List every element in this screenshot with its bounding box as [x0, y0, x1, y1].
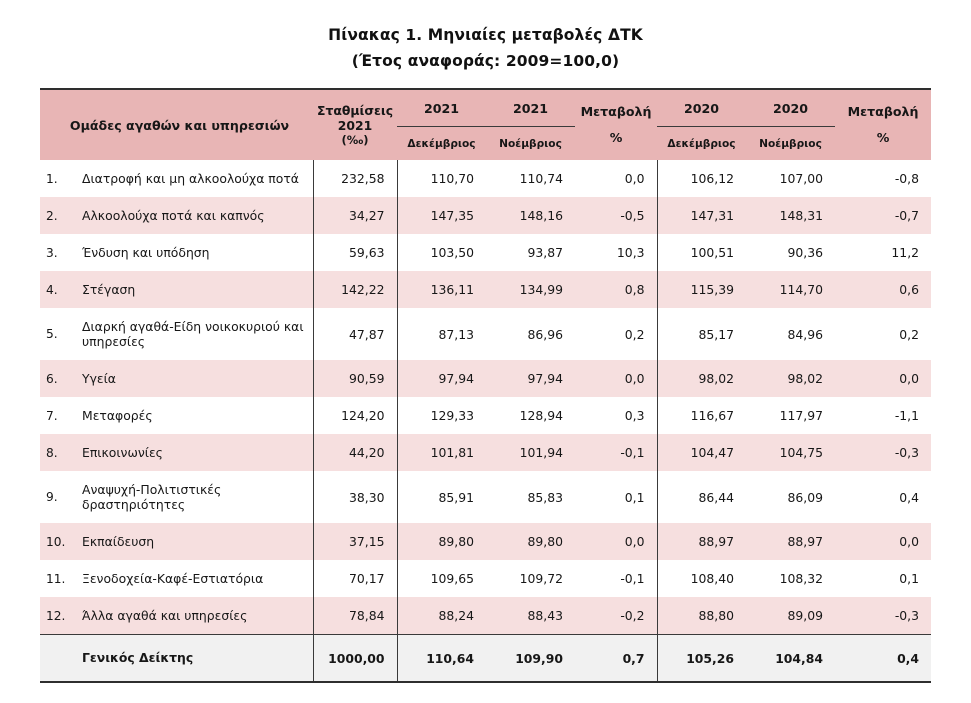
cell-nov-2020: 108,32: [746, 560, 835, 597]
row-label: Επικοινωνίες: [74, 434, 313, 471]
table-row: [40, 234, 931, 271]
cell-dec-2020: 115,39: [657, 271, 746, 308]
row-label: Υγεία: [74, 360, 313, 397]
cell-weight: 47,87: [313, 308, 397, 360]
table-row: [40, 434, 931, 471]
cell-weight: 59,63: [313, 234, 397, 271]
table-body: [40, 160, 931, 681]
row-index: 9.: [40, 471, 74, 523]
row-label: Ξενοδοχεία-Καφέ-Εστιατόρια: [74, 560, 313, 597]
header-dec-2021: [397, 89, 486, 160]
cell-nov-2021: 89,80: [486, 523, 575, 560]
cell-dec-2020: 147,31: [657, 197, 746, 234]
cell-dec-2021: 136,11: [397, 271, 486, 308]
cell-nov-2020: 114,70: [746, 271, 835, 308]
header-dec-2021-year: 2021: [423, 100, 460, 116]
cell-change-2020: -0,8: [835, 160, 931, 197]
table-row: [40, 308, 931, 360]
cell-change-2021: 10,3: [575, 234, 657, 271]
cell-weight: 38,30: [313, 471, 397, 523]
cell-dec-2021: 147,35: [397, 197, 486, 234]
cell-change-2020: 0,6: [835, 271, 931, 308]
cell-nov-2021: 109,72: [486, 560, 575, 597]
cell-nov-2020: 89,09: [746, 597, 835, 635]
table-container: [40, 88, 931, 681]
cell-nov-2021: 148,16: [486, 197, 575, 234]
total-label: Γενικός Δείκτης: [74, 635, 313, 682]
table-row: [40, 360, 931, 397]
header-nov-2020-year: 2020: [772, 100, 809, 116]
cell-change-2021: -0,1: [575, 560, 657, 597]
row-label: Άλλα αγαθά και υπηρεσίες: [74, 597, 313, 635]
cell-weight: 70,17: [313, 560, 397, 597]
row-label: Διατροφή και μη αλκοολούχα ποτά: [74, 160, 313, 197]
cell-dec-2021: 89,80: [397, 523, 486, 560]
cell-weight: 44,20: [313, 434, 397, 471]
cell-dec-2020: 85,17: [657, 308, 746, 360]
row-index: 8.: [40, 434, 74, 471]
total-nov-2021: 109,90: [486, 635, 575, 682]
row-index: 11.: [40, 560, 74, 597]
cell-change-2020: 0,0: [835, 360, 931, 397]
header-nov-2021-year: 2021: [512, 100, 549, 116]
header-dec-2021-month: Δεκέμβριος: [397, 126, 486, 160]
row-index: 2.: [40, 197, 74, 234]
row-index: 1.: [40, 160, 74, 197]
row-index: 7.: [40, 397, 74, 434]
cell-dec-2021: 129,33: [397, 397, 486, 434]
cell-weight: 78,84: [313, 597, 397, 635]
cell-change-2021: 0,2: [575, 308, 657, 360]
cell-weight: 124,20: [313, 397, 397, 434]
cell-change-2020: 11,2: [835, 234, 931, 271]
cell-nov-2021: 97,94: [486, 360, 575, 397]
row-label: Διαρκή αγαθά-Είδη νοικοκυριού και υπηρεσίες: [74, 308, 313, 360]
cell-change-2021: 0,1: [575, 471, 657, 523]
title-line-1: Πίνακας 1. Μηνιαίες μεταβολές ΔΤΚ: [328, 26, 643, 44]
cell-change-2021: 0,0: [575, 523, 657, 560]
cell-change-2020: 0,0: [835, 523, 931, 560]
cell-change-2021: -0,5: [575, 197, 657, 234]
cell-nov-2021: 128,94: [486, 397, 575, 434]
cell-nov-2020: 104,75: [746, 434, 835, 471]
cell-dec-2021: 109,65: [397, 560, 486, 597]
cell-dec-2021: 88,24: [397, 597, 486, 635]
cell-change-2021: 0,0: [575, 360, 657, 397]
cell-weight: 232,58: [313, 160, 397, 197]
total-nov-2020: 104,84: [746, 635, 835, 682]
header-change-2021-line1: Μεταβολή: [580, 104, 652, 119]
total-dec-2020: 105,26: [657, 635, 746, 682]
header-dec-2020-month: Δεκέμβριος: [657, 126, 746, 160]
table-row: [40, 597, 931, 635]
cell-change-2020: -0,3: [835, 597, 931, 635]
cell-change-2020: 0,4: [835, 471, 931, 523]
cell-nov-2021: 88,43: [486, 597, 575, 635]
cell-nov-2020: 107,00: [746, 160, 835, 197]
header-dec-2020-year: 2020: [683, 100, 720, 116]
row-label: Εκπαίδευση: [74, 523, 313, 560]
table-bottom-rule: [40, 681, 931, 683]
cell-nov-2020: 84,96: [746, 308, 835, 360]
row-index: 3.: [40, 234, 74, 271]
cpi-monthly-changes-table: [40, 88, 931, 681]
row-label: Στέγαση: [74, 271, 313, 308]
cell-dec-2020: 106,12: [657, 160, 746, 197]
header-change-2020-line2: %: [876, 130, 890, 145]
table-row: [40, 397, 931, 434]
header-change-2021-line2: %: [609, 130, 623, 145]
row-label: Ένδυση και υπόδηση: [74, 234, 313, 271]
header-group-column: Ομάδες αγαθών και υπηρεσιών: [40, 89, 313, 160]
cell-dec-2021: 87,13: [397, 308, 486, 360]
cell-nov-2021: 101,94: [486, 434, 575, 471]
cell-dec-2020: 88,80: [657, 597, 746, 635]
cell-change-2020: -0,7: [835, 197, 931, 234]
cell-dec-2020: 104,47: [657, 434, 746, 471]
row-label: Αλκοολούχα ποτά και καπνός: [74, 197, 313, 234]
header-weights-line3: (‰): [341, 132, 369, 147]
cell-change-2020: 0,2: [835, 308, 931, 360]
cell-dec-2020: 86,44: [657, 471, 746, 523]
row-index: 4.: [40, 271, 74, 308]
header-weights-column: [313, 89, 397, 160]
table-total-row: [40, 635, 931, 682]
cell-change-2020: -1,1: [835, 397, 931, 434]
total-weight: 1000,00: [313, 635, 397, 682]
cell-weight: 37,15: [313, 523, 397, 560]
row-index: 10.: [40, 523, 74, 560]
header-dec-2020: [657, 89, 746, 160]
cell-weight: 90,59: [313, 360, 397, 397]
row-index: 12.: [40, 597, 74, 635]
cell-nov-2020: 90,36: [746, 234, 835, 271]
table-head: [40, 89, 931, 160]
cell-nov-2020: 88,97: [746, 523, 835, 560]
cell-nov-2020: 98,02: [746, 360, 835, 397]
cell-change-2021: -0,2: [575, 597, 657, 635]
cell-dec-2021: 110,70: [397, 160, 486, 197]
cell-dec-2020: 100,51: [657, 234, 746, 271]
cell-weight: 34,27: [313, 197, 397, 234]
header-change-2020-line1: Μεταβολή: [847, 104, 919, 119]
cell-dec-2021: 97,94: [397, 360, 486, 397]
header-nov-2021-month: Νοέμβριος: [486, 126, 575, 160]
cell-change-2020: 0,1: [835, 560, 931, 597]
cell-change-2021: 0,3: [575, 397, 657, 434]
table-row: [40, 523, 931, 560]
row-index: 5.: [40, 308, 74, 360]
header-nov-2020: [746, 89, 835, 160]
cell-nov-2021: 93,87: [486, 234, 575, 271]
title-line-2: (Έτος αναφοράς: 2009=100,0): [351, 52, 620, 70]
cell-dec-2021: 101,81: [397, 434, 486, 471]
cell-change-2021: 0,8: [575, 271, 657, 308]
cell-weight: 142,22: [313, 271, 397, 308]
table-row: [40, 271, 931, 308]
cell-nov-2021: 85,83: [486, 471, 575, 523]
table-row: [40, 560, 931, 597]
cell-nov-2020: 148,31: [746, 197, 835, 234]
total-change-2021: 0,7: [575, 635, 657, 682]
row-index: 6.: [40, 360, 74, 397]
header-change-2020: [835, 89, 931, 160]
cell-dec-2020: 116,67: [657, 397, 746, 434]
header-weights-line1: Σταθμίσεις: [316, 102, 394, 118]
total-change-2020: 0,4: [835, 635, 931, 682]
total-index: [40, 635, 74, 682]
header-weights-line2: 2021: [337, 117, 373, 133]
cell-dec-2021: 85,91: [397, 471, 486, 523]
cell-change-2021: -0,1: [575, 434, 657, 471]
table-row: [40, 197, 931, 234]
cell-nov-2020: 117,97: [746, 397, 835, 434]
table-row: [40, 160, 931, 197]
cell-change-2020: -0,3: [835, 434, 931, 471]
cell-dec-2020: 98,02: [657, 360, 746, 397]
cell-nov-2021: 86,96: [486, 308, 575, 360]
cell-nov-2021: 134,99: [486, 271, 575, 308]
cell-dec-2020: 88,97: [657, 523, 746, 560]
row-label: Αναψυχή-Πολιτιστικές δραστηριότητες: [74, 471, 313, 523]
header-row: [40, 89, 931, 160]
cell-dec-2021: 103,50: [397, 234, 486, 271]
header-change-2021: [575, 89, 657, 160]
total-dec-2021: 110,64: [397, 635, 486, 682]
header-nov-2021: [486, 89, 575, 160]
cell-nov-2021: 110,74: [486, 160, 575, 197]
row-label: Μεταφορές: [74, 397, 313, 434]
cell-dec-2020: 108,40: [657, 560, 746, 597]
cell-nov-2020: 86,09: [746, 471, 835, 523]
table-row: [40, 471, 931, 523]
table-title: [0, 0, 971, 74]
header-nov-2020-month: Νοέμβριος: [746, 126, 835, 160]
cell-change-2021: 0,0: [575, 160, 657, 197]
